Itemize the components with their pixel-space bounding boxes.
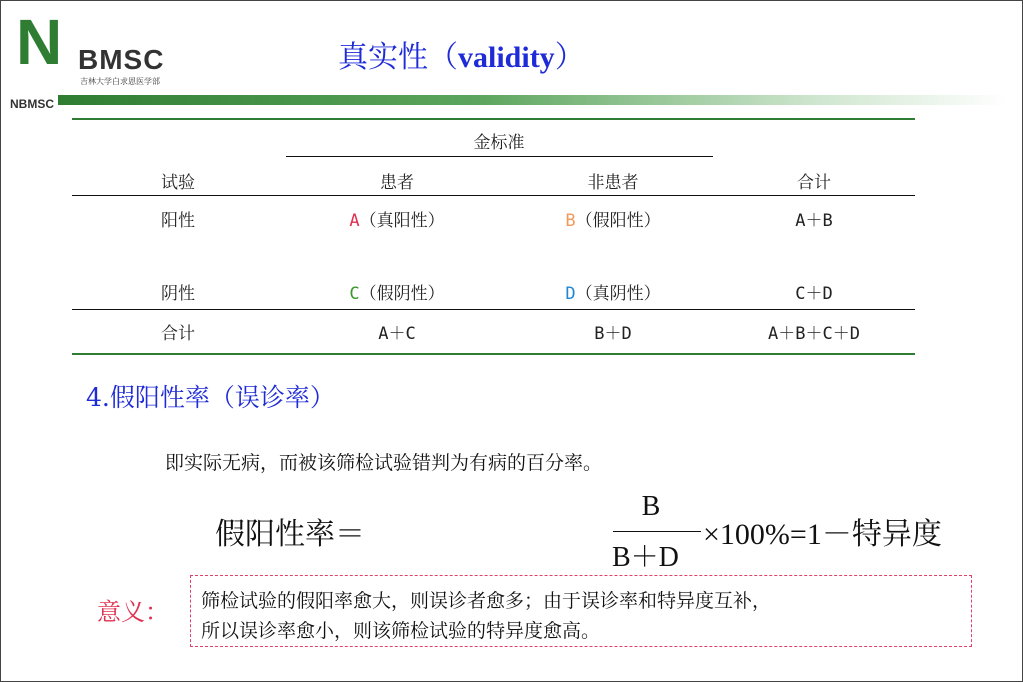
logo-small-label: NBMSC bbox=[10, 97, 54, 111]
cell-false-negative: C（假阴性） bbox=[349, 284, 445, 304]
cell-grand-total: A＋B＋C＋D bbox=[768, 324, 860, 344]
gold-standard-rule bbox=[286, 156, 713, 157]
cell-negative-total: C＋D bbox=[795, 284, 833, 304]
contingency-table bbox=[72, 118, 915, 356]
fraction-bar bbox=[613, 531, 701, 532]
col-nonpatient-header: 非患者 bbox=[587, 173, 639, 193]
table-bottom-rule bbox=[72, 353, 915, 355]
cell-patient-total: A＋C bbox=[378, 324, 416, 344]
meaning-label: 意义： bbox=[97, 598, 169, 626]
section-heading: 4.假阳性率（误诊率） bbox=[86, 383, 335, 412]
logo-name: BMSC bbox=[78, 44, 165, 75]
formula-numerator: B bbox=[641, 491, 661, 522]
formula-denominator: B＋D bbox=[612, 542, 679, 573]
row-total-label: 合计 bbox=[161, 324, 195, 344]
meaning-line-2: 所以误诊率愈小，则该筛检试验的特异度愈高。 bbox=[201, 620, 601, 642]
cell-positive-total: A＋B bbox=[795, 211, 833, 231]
header-green-bar bbox=[58, 95, 1008, 105]
logo bbox=[10, 6, 210, 111]
total-rule bbox=[72, 309, 915, 310]
row-negative-label: 阴性 bbox=[161, 284, 195, 304]
table-top-rule bbox=[72, 118, 915, 120]
meaning-line-1: 筛检试验的假阳率愈大，则误诊者愈多；由于误诊率和特异度互补， bbox=[201, 590, 772, 612]
col-test-header: 试验 bbox=[161, 173, 195, 193]
cell-true-positive: A（真阳性） bbox=[349, 211, 445, 231]
logo-subtitle: 吉林大学白求恩医学部 bbox=[80, 77, 160, 86]
meaning-box bbox=[190, 575, 972, 647]
cell-false-positive: B（假阳性） bbox=[565, 211, 661, 231]
header-rule bbox=[72, 195, 915, 196]
gold-standard-header: 金标准 bbox=[473, 133, 525, 153]
col-total-header: 合计 bbox=[797, 173, 831, 193]
logo-letter: N bbox=[16, 6, 63, 78]
formula-rhs: ×100%=1－特异度 bbox=[703, 518, 942, 551]
definition-text: 即实际无病，而被该筛检试验错判为有病的百分率。 bbox=[165, 452, 603, 474]
cell-true-negative: D（真阴性） bbox=[565, 284, 661, 304]
col-patient-header: 患者 bbox=[380, 173, 414, 193]
title-en: validity bbox=[458, 41, 555, 74]
formula bbox=[215, 491, 942, 573]
formula-lhs: 假阳性率＝ bbox=[215, 518, 365, 551]
cell-nonpatient-total: B＋D bbox=[594, 324, 632, 344]
page-title: 真实性（validity） bbox=[338, 40, 585, 75]
row-positive-label: 阳性 bbox=[161, 211, 195, 231]
